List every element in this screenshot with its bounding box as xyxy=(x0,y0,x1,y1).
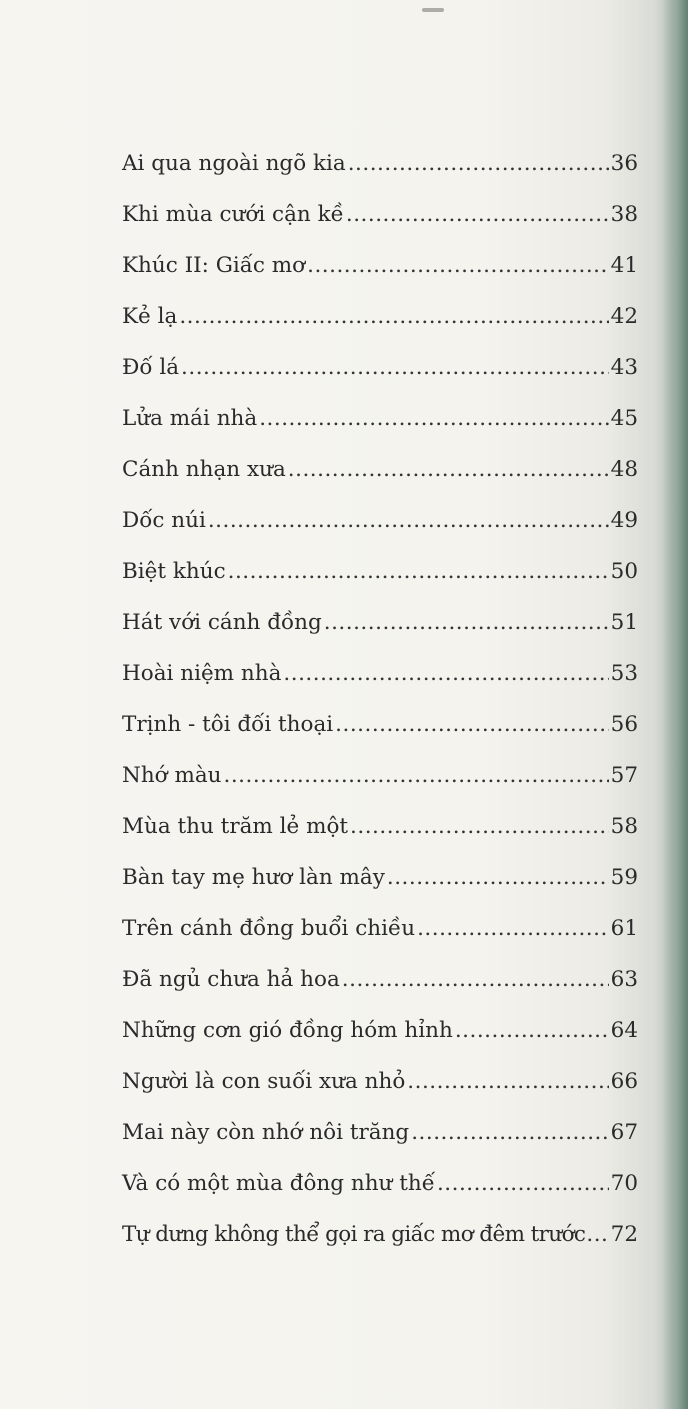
toc-entry xyxy=(122,648,638,699)
toc-entry xyxy=(122,546,638,597)
toc-entry xyxy=(122,1158,638,1209)
toc-entry xyxy=(122,138,638,189)
toc-entry-page: 59 xyxy=(610,865,638,890)
toc-entry xyxy=(122,699,638,750)
toc-entry-page: 66 xyxy=(610,1069,638,1094)
toc-entry xyxy=(122,597,638,648)
toc-entry xyxy=(122,444,638,495)
toc-dot-leader xyxy=(350,801,609,852)
toc-dot-leader xyxy=(411,1107,608,1158)
toc-entry-page: 45 xyxy=(610,406,638,431)
toc-entry xyxy=(122,903,638,954)
toc-entry-title: Hoài niệm nhà xyxy=(122,661,282,686)
toc-entry-page: 56 xyxy=(610,712,638,737)
toc-entry-page: 53 xyxy=(610,661,638,686)
toc-entry-title: Biệt khúc xyxy=(122,559,226,584)
toc-entry-title: Mùa thu trăm lẻ một xyxy=(122,814,349,839)
toc-entry xyxy=(122,393,638,444)
toc-entry-title: Những cơn gió đồng hóm hỉnh xyxy=(122,1018,453,1043)
toc-entry xyxy=(122,189,638,240)
toc-entry-page: 50 xyxy=(610,559,638,584)
toc-entry-page: 48 xyxy=(610,457,638,482)
toc-entry-title: Lửa mái nhà xyxy=(122,406,258,431)
toc-entry-title: Mai này còn nhớ nôi trăng xyxy=(122,1120,410,1145)
toc-dot-leader xyxy=(407,1056,608,1107)
toc-dot-leader xyxy=(342,954,609,1005)
toc-dot-leader xyxy=(181,342,609,393)
toc-dot-leader xyxy=(348,138,609,189)
toc-dot-leader xyxy=(228,546,609,597)
table-of-contents xyxy=(122,138,638,1260)
toc-entry-page: 67 xyxy=(610,1120,638,1145)
toc-entry-title: Đã ngủ chưa hả hoa xyxy=(122,967,340,992)
toc-dot-leader xyxy=(179,291,608,342)
toc-dot-leader xyxy=(283,648,608,699)
toc-dot-leader xyxy=(455,1005,609,1056)
toc-dot-leader xyxy=(307,240,609,291)
toc-entry xyxy=(122,954,638,1005)
toc-entry-title: Trên cánh đồng buổi chiều xyxy=(122,916,416,941)
toc-entry xyxy=(122,1107,638,1158)
toc-entry xyxy=(122,342,638,393)
toc-dot-leader xyxy=(208,495,609,546)
toc-entry-title: Khi mùa cưới cận kề xyxy=(122,202,344,227)
toc-entry-title: Hát với cánh đồng xyxy=(122,610,322,635)
toc-dot-leader xyxy=(335,699,608,750)
toc-dot-leader xyxy=(324,597,609,648)
toc-dot-leader xyxy=(586,1209,609,1260)
toc-entry-page: 58 xyxy=(610,814,638,839)
page-top-mark xyxy=(422,8,444,12)
toc-entry-title: Kẻ lạ xyxy=(122,304,178,329)
toc-entry xyxy=(122,1209,638,1260)
toc-dot-leader xyxy=(259,393,608,444)
toc-entry-page: 43 xyxy=(610,355,638,380)
toc-entry xyxy=(122,240,638,291)
toc-entry-title: Dốc núi xyxy=(122,508,206,533)
toc-entry-page: 51 xyxy=(610,610,638,635)
toc-entry-title: Và có một mùa đông như thế xyxy=(122,1171,435,1196)
toc-dot-leader xyxy=(224,750,609,801)
toc-dot-leader xyxy=(346,189,609,240)
toc-entry-page: 49 xyxy=(610,508,638,533)
toc-entry xyxy=(122,750,638,801)
toc-entry-page: 57 xyxy=(610,763,638,788)
toc-dot-leader xyxy=(387,852,609,903)
toc-dot-leader xyxy=(437,1158,609,1209)
toc-entry-page: 64 xyxy=(610,1018,638,1043)
toc-entry-title: Khúc II: Giấc mơ xyxy=(122,253,306,278)
toc-entry-title: Bàn tay mẹ hươ làn mây xyxy=(122,865,385,890)
toc-entry-title: Trịnh - tôi đối thoại xyxy=(122,712,334,737)
toc-entry xyxy=(122,852,638,903)
toc-entry-page: 61 xyxy=(610,916,638,941)
toc-entry-title: Đố lá xyxy=(122,355,180,380)
book-spine-shadow xyxy=(662,0,688,1409)
toc-entry-page: 63 xyxy=(610,967,638,992)
toc-entry-page: 72 xyxy=(610,1222,638,1247)
toc-entry xyxy=(122,801,638,852)
toc-entry-page: 38 xyxy=(610,202,638,227)
toc-entry-title: Tự dưng không thể gọi ra giấc mơ đêm trước xyxy=(122,1222,586,1247)
toc-entry-page: 70 xyxy=(610,1171,638,1196)
toc-entry xyxy=(122,1056,638,1107)
toc-entry-page: 42 xyxy=(610,304,638,329)
toc-entry-page: 36 xyxy=(610,151,638,176)
toc-dot-leader xyxy=(288,444,609,495)
toc-entry-title: Cánh nhạn xưa xyxy=(122,457,286,482)
toc-entry-page: 41 xyxy=(610,253,638,278)
toc-dot-leader xyxy=(417,903,609,954)
toc-entry-title: Ai qua ngoài ngõ kia xyxy=(122,151,346,176)
toc-entry-title: Người là con suối xưa nhỏ xyxy=(122,1069,406,1094)
toc-entry xyxy=(122,291,638,342)
toc-entry xyxy=(122,495,638,546)
toc-entry xyxy=(122,1005,638,1056)
toc-entry-title: Nhớ màu xyxy=(122,763,222,788)
